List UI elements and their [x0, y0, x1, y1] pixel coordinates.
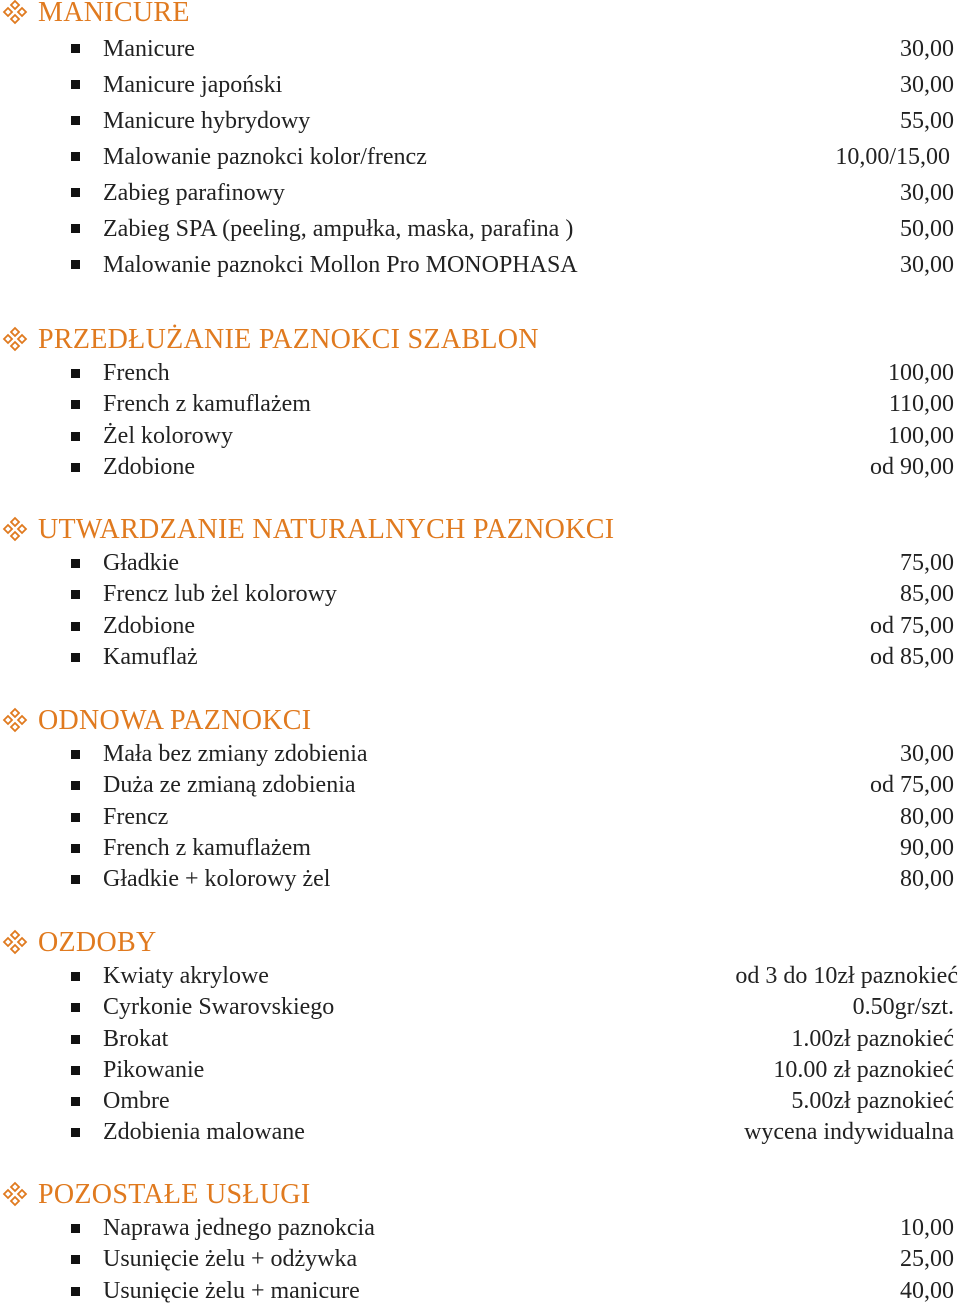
- square-bullet-icon: [71, 400, 80, 409]
- list-item: [0, 139, 960, 175]
- diamond-cluster-icon: [2, 1181, 28, 1207]
- section-title: UTWARDZANIE NATURALNYCH PAZNOKCI: [38, 514, 615, 545]
- square-bullet-icon: [71, 152, 80, 161]
- service-price: 25,00: [900, 1246, 954, 1273]
- list-item: [0, 739, 960, 770]
- service-name: Żel kolorowy: [103, 422, 233, 449]
- service-price: 10.00 zł paznokieć: [773, 1056, 954, 1083]
- square-bullet-icon: [71, 813, 80, 822]
- square-bullet-icon: [71, 750, 80, 759]
- list-item: [0, 1024, 960, 1055]
- list-item: [0, 389, 960, 420]
- service-price: 0.50gr/szt.: [852, 994, 954, 1021]
- list-item: [0, 175, 960, 211]
- service-price: od 75,00: [870, 612, 954, 639]
- list-item: [0, 211, 960, 247]
- service-name: Frencz lub żel kolorowy: [103, 581, 337, 608]
- section-header: [0, 703, 960, 739]
- service-name: Gładkie + kolorowy żel: [103, 866, 331, 893]
- list-item: [0, 1086, 960, 1117]
- service-name: Zabieg parafinowy: [103, 180, 285, 206]
- list-item: [0, 1117, 960, 1148]
- list-item: [0, 1055, 960, 1086]
- service-name: Manicure japoński: [103, 72, 283, 98]
- list-item: [0, 103, 960, 139]
- service-price: 40,00: [900, 1277, 954, 1304]
- square-bullet-icon: [71, 1287, 80, 1296]
- list-item: [0, 358, 960, 389]
- section-manicure: [0, 0, 960, 283]
- service-name: Usunięcie żelu + odżywka: [103, 1246, 358, 1273]
- service-price: 80,00: [900, 803, 954, 830]
- service-name: French z kamuflażem: [103, 834, 311, 861]
- service-price: 100,00: [888, 360, 954, 386]
- service-price: 30,00: [900, 252, 954, 278]
- service-name: Usunięcie żelu + manicure: [103, 1277, 360, 1304]
- service-name: French z kamuflażem: [103, 391, 311, 418]
- diamond-cluster-icon: [2, 707, 28, 733]
- service-price: 30,00: [900, 36, 954, 62]
- service-price: 50,00: [900, 216, 954, 242]
- square-bullet-icon: [71, 432, 80, 441]
- service-name: Manicure hybrydowy: [103, 108, 311, 134]
- square-bullet-icon: [71, 44, 80, 53]
- list-item: [0, 864, 960, 895]
- section-title: PRZEDŁUŻANIE PAZNOKCI SZABLON: [38, 324, 539, 355]
- service-price: 10,00/15,00: [835, 144, 950, 170]
- service-name: Zdobione: [103, 453, 195, 480]
- service-name: Zabieg SPA (peeling, ampułka, maska, parafina ): [103, 216, 574, 242]
- service-price: 85,00: [900, 581, 954, 608]
- service-name: Malowanie paznokci Mollon Pro MONOPHASA: [103, 252, 578, 278]
- service-price: 1.00zł paznokieć: [791, 1025, 954, 1052]
- service-price: 90,00: [900, 834, 954, 861]
- section-title: OZDOBY: [38, 927, 157, 958]
- service-name: Zdobione: [103, 612, 195, 639]
- list-item: [0, 1276, 960, 1307]
- square-bullet-icon: [71, 260, 80, 269]
- square-bullet-icon: [71, 972, 80, 981]
- square-bullet-icon: [71, 188, 80, 197]
- service-price: 55,00: [900, 108, 954, 134]
- list-item: [0, 548, 960, 579]
- square-bullet-icon: [71, 116, 80, 125]
- section-header: [0, 1177, 960, 1213]
- list-item: [0, 642, 960, 673]
- square-bullet-icon: [71, 80, 80, 89]
- list-item: [0, 611, 960, 642]
- list-item: [0, 770, 960, 801]
- service-name: Brokat: [103, 1025, 169, 1052]
- square-bullet-icon: [71, 781, 80, 790]
- service-name: Cyrkonie Swarovskiego: [103, 994, 335, 1021]
- service-name: Ombre: [103, 1088, 170, 1115]
- service-price: 30,00: [900, 180, 954, 206]
- square-bullet-icon: [71, 844, 80, 853]
- square-bullet-icon: [71, 224, 80, 233]
- list-item: [0, 802, 960, 833]
- square-bullet-icon: [71, 463, 80, 472]
- section-title: POZOSTAŁE USŁUGI: [38, 1179, 311, 1210]
- service-price: 110,00: [888, 391, 954, 418]
- section-title: ODNOWA PAZNOKCI: [38, 705, 312, 736]
- service-price: 30,00: [900, 72, 954, 98]
- service-name: Gładkie: [103, 550, 179, 576]
- service-name: Malowanie paznokci kolor/frencz: [103, 144, 427, 170]
- service-price: od 90,00: [870, 453, 954, 480]
- service-price: 10,00: [900, 1215, 954, 1241]
- service-price: wycena indywidualna: [744, 1119, 954, 1146]
- diamond-cluster-icon: [2, 516, 28, 542]
- service-price: 100,00: [888, 422, 954, 449]
- section-header: [0, 0, 960, 31]
- list-item: [0, 833, 960, 864]
- square-bullet-icon: [71, 1003, 80, 1012]
- square-bullet-icon: [71, 1097, 80, 1106]
- list-item: [0, 579, 960, 610]
- list-item: [0, 1213, 960, 1244]
- section-header: [0, 925, 960, 961]
- service-name: Zdobienia malowane: [103, 1119, 305, 1146]
- square-bullet-icon: [71, 590, 80, 599]
- service-price: 75,00: [900, 550, 954, 576]
- service-price: 30,00: [900, 741, 954, 767]
- service-price: 80,00: [900, 866, 954, 893]
- list-item: [0, 992, 960, 1023]
- service-name: Kamuflaż: [103, 643, 198, 670]
- service-price: od 75,00: [870, 772, 954, 799]
- section-renewal: [0, 703, 960, 895]
- section-header: [0, 322, 960, 358]
- square-bullet-icon: [71, 369, 80, 378]
- service-price: od 3 do 10zł paznokieć: [735, 963, 958, 989]
- square-bullet-icon: [71, 1255, 80, 1264]
- service-price: 5.00zł paznokieć: [791, 1088, 954, 1115]
- list-item: [0, 452, 960, 483]
- section-title: MANICURE: [38, 0, 190, 28]
- square-bullet-icon: [71, 1066, 80, 1075]
- list-item: [0, 961, 960, 992]
- list-item: [0, 67, 960, 103]
- service-name: Naprawa jednego paznokcia: [103, 1215, 375, 1241]
- square-bullet-icon: [71, 1035, 80, 1044]
- square-bullet-icon: [71, 1128, 80, 1137]
- diamond-cluster-icon: [2, 326, 28, 352]
- list-item: [0, 1244, 960, 1275]
- diamond-cluster-icon: [2, 0, 28, 25]
- section-extension: [0, 322, 960, 483]
- section-strengthening: [0, 512, 960, 673]
- list-item: [0, 247, 960, 283]
- square-bullet-icon: [71, 653, 80, 662]
- square-bullet-icon: [71, 622, 80, 631]
- service-name: Kwiaty akrylowe: [103, 963, 269, 989]
- service-name: Pikowanie: [103, 1056, 205, 1083]
- square-bullet-icon: [71, 1224, 80, 1233]
- list-item: [0, 31, 960, 67]
- diamond-cluster-icon: [2, 929, 28, 955]
- section-other-services: [0, 1177, 960, 1307]
- service-name: French: [103, 360, 170, 386]
- section-decorations: [0, 925, 960, 1149]
- service-name: Manicure: [103, 36, 195, 62]
- service-name: Mała bez zmiany zdobienia: [103, 741, 368, 767]
- square-bullet-icon: [71, 875, 80, 884]
- square-bullet-icon: [71, 559, 80, 568]
- service-name: Frencz: [103, 803, 169, 830]
- service-name: Duża ze zmianą zdobienia: [103, 772, 356, 799]
- section-header: [0, 512, 960, 548]
- service-price: od 85,00: [870, 643, 954, 670]
- list-item: [0, 421, 960, 452]
